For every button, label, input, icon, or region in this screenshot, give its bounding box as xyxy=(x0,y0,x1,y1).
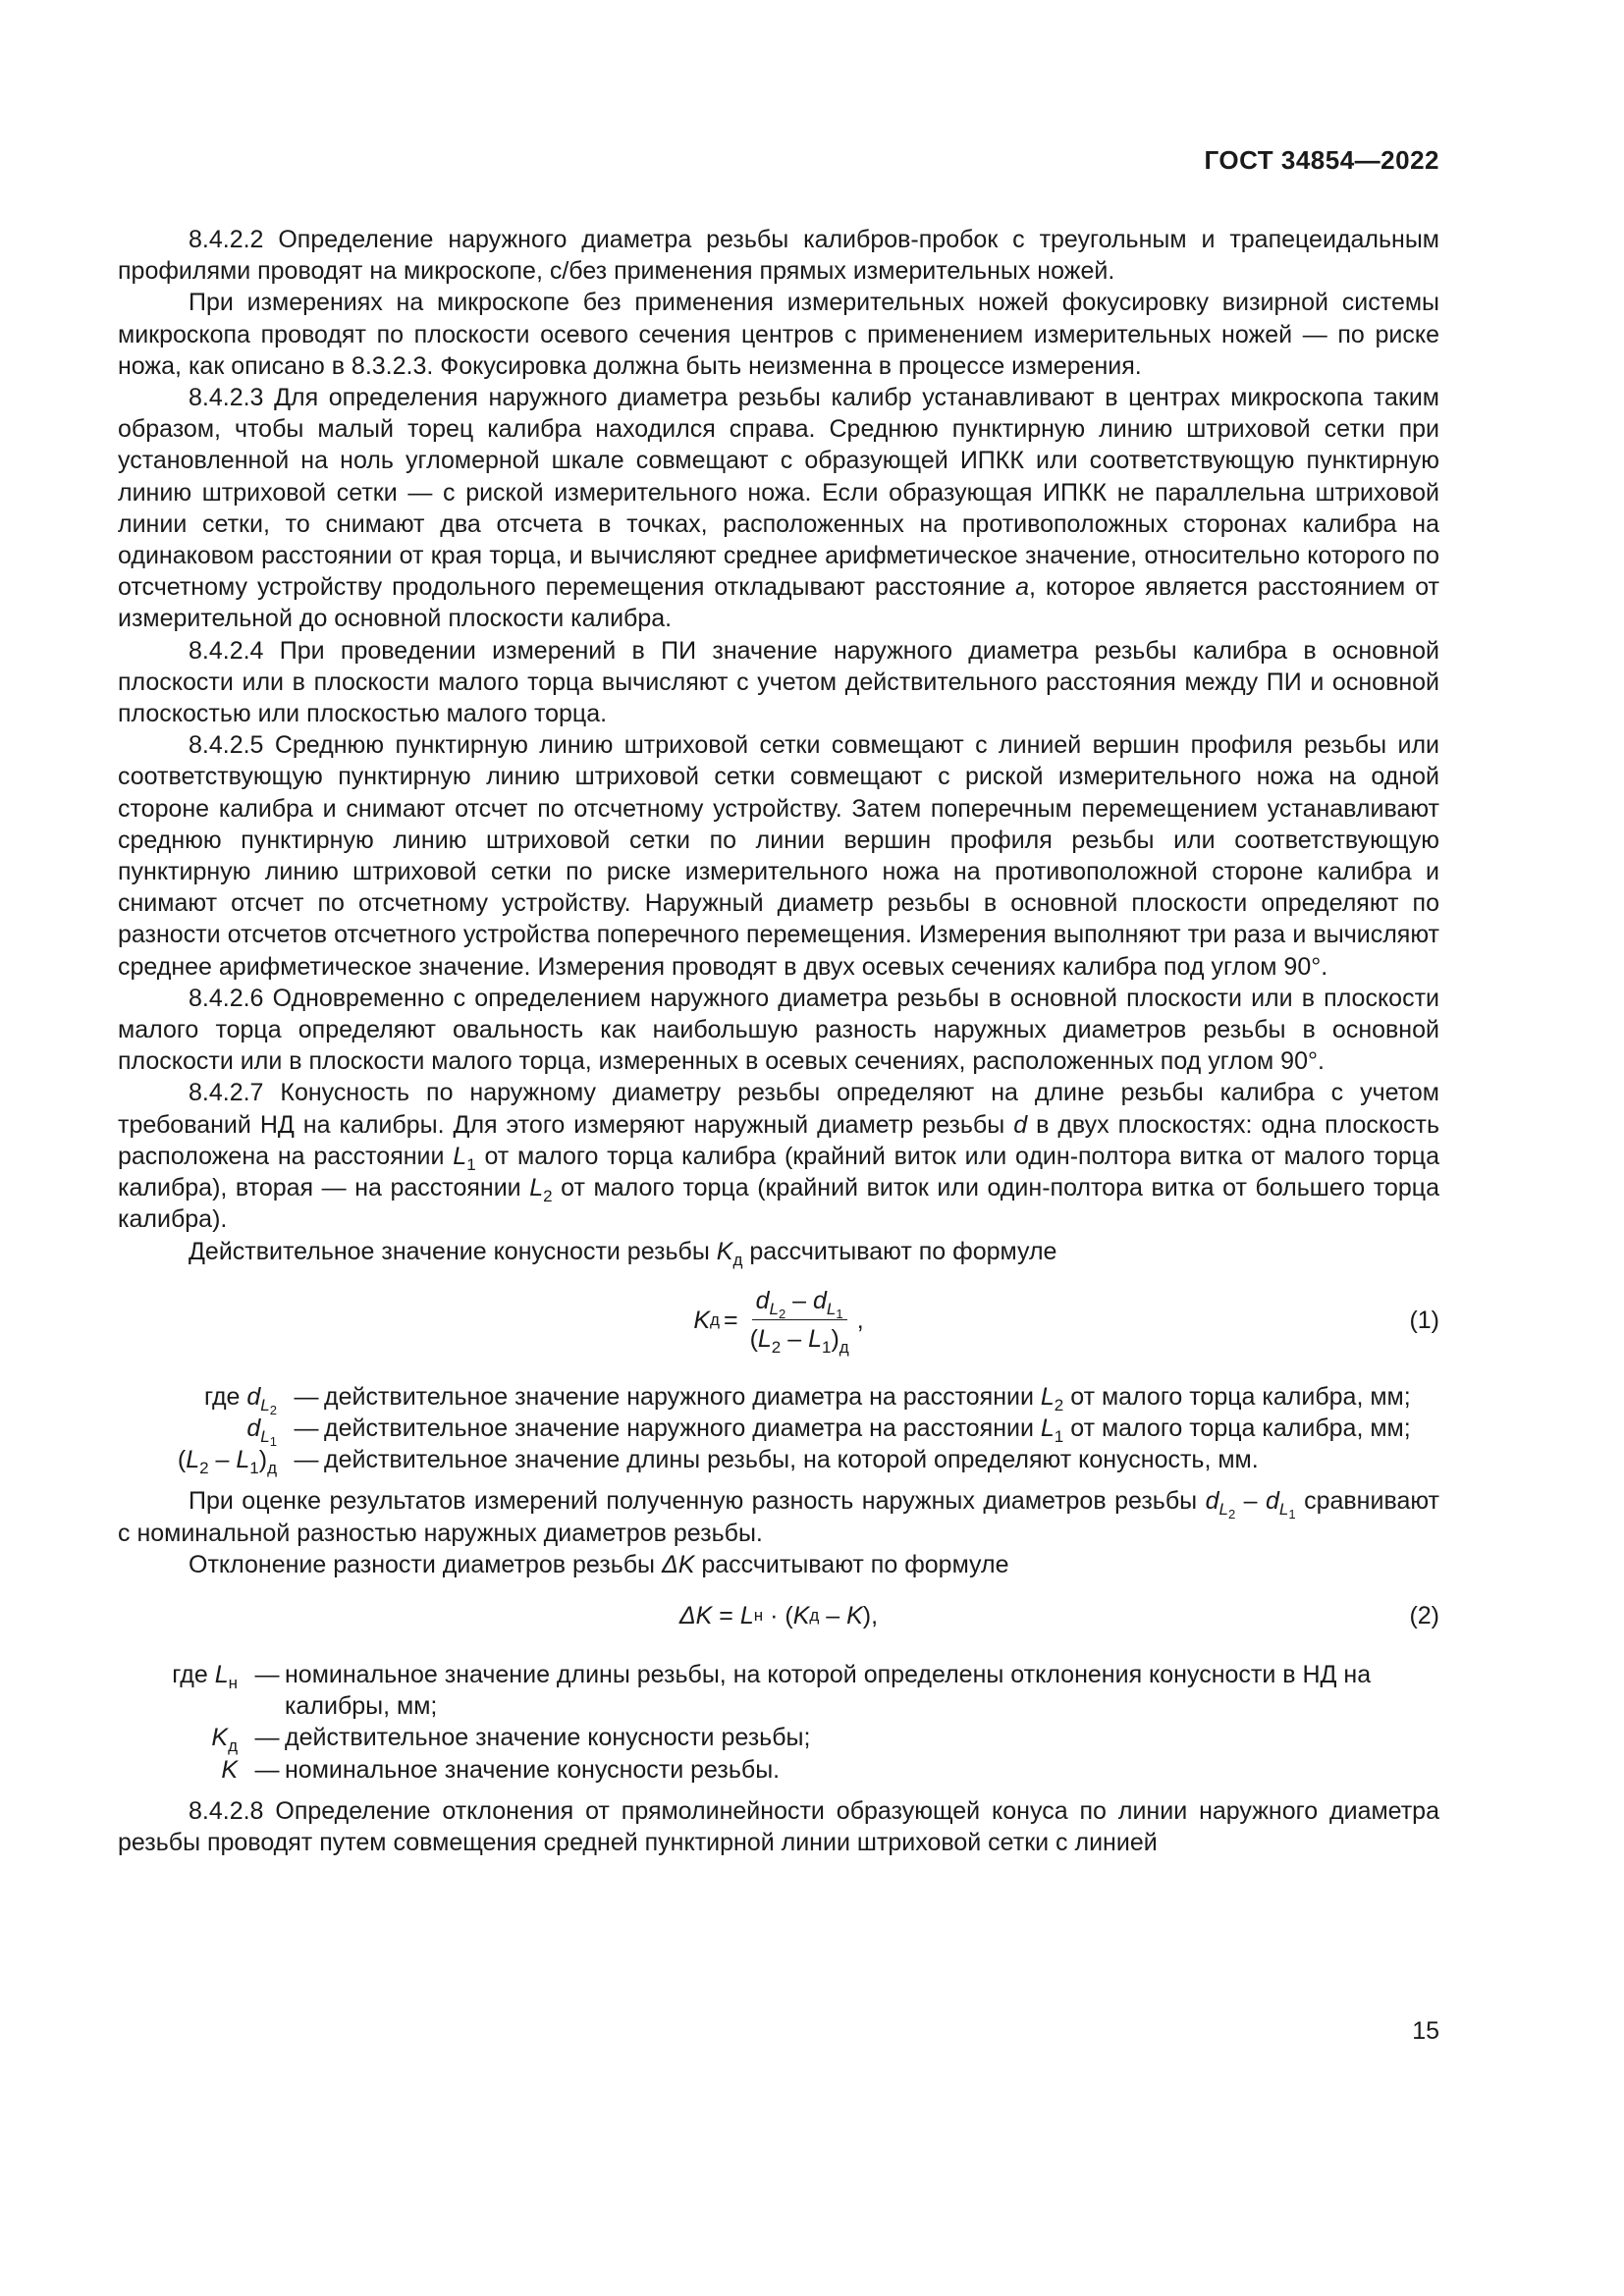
paragraph-focusing: При измерениях на микроскопе без применения измерительных ножей фокусировку визирной системы микроскопа проводят по плоскости осевого сечения центров с применением измерительных ножей — по риске ножа, как описано в 8.3.2.3. Фокусировка должна быть неизменна в процессе измерения. xyxy=(118,289,1439,380)
formula-2 xyxy=(118,1580,1439,1651)
definition-symbol: $d_{L_1}$ xyxy=(246,1414,277,1449)
definition-text: действительное значение наружного диаметра на расстоянии $L_1$ от малого торца калибра, мм; xyxy=(324,1414,1411,1446)
definition-symbol: где $d_{L_2}$ xyxy=(203,1382,277,1417)
paragraph-8-4-2-4: 8.4.2.4 При проведении измерений в ПИ значение наружного диаметра резьбы калибра в основной плоскости или в плоскости малого торца вычисляют с учетом действительного расстояния между ПИ и основной плоскостью или плоскостью малого торца. xyxy=(118,636,1439,728)
definition-text: действительное значение конусности резьбы; xyxy=(285,1724,811,1752)
definition-row: $(L_2 - L_1)_д$ — действительное значение длины резьбы, на которой определяют конусность, мм. xyxy=(118,1444,1439,1475)
document-body xyxy=(118,224,1439,1858)
paragraph-taper-formula-intro: Действительное значение конусности резьбы $K_д$ рассчитывают по формуле xyxy=(189,1237,1057,1269)
paragraph-8-4-2-7: 8.4.2.7 Конусность по наружному диаметру резьбы определяют на длине резьбы калибра с учетом требований НД на калибры. Для этого измеряют наружный диаметр резьбы d в двух плоскостях: одна плоскость расположена на расстоянии $L_1$ от малого торца калибра (крайний виток или один-полтора витка от малого торца калибра), вторая — на расстоянии $L_2$ от малого торца (крайний виток или один-полтора витка от большего торца калибра). xyxy=(118,1079,1439,1234)
paragraph-8-4-2-8: 8.4.2.8 Определение отклонения от прямолинейности образующей конуса по линии наружного диаметра резьбы проводят путем совмещения средней пунктирной линии штриховой сетки с линией xyxy=(118,1796,1439,1856)
definition-symbol: $K_д$ xyxy=(211,1724,238,1756)
paragraph-8-4-2-5: 8.4.2.5 Среднюю пунктирную линию штриховой сетки совмещают с линией вершин профиля резьбы или соответствующую пунктирную линию штриховой сетки совмещают с риской измерительного ножа на одной стороне калибра и снимают отсчет по отсчетному устройству. Затем поперечным перемещением устанавливают среднюю пунктирную линию штриховой сетки по линии вершин профиля резьбы или соответствующую пунктирную линию штриховой сетки по риске измерительного ножа на противоположной стороне калибра и снимают отсчет по отсчетному устройству. Наружный диаметр резьбы в основной плоскости определяют по разности отсчетов отсчетного устройства поперечного перемещения. Измерения выполняют три раза и вычисляют среднее арифметическое значение. Измерения проводят в двух осевых сечениях калибра под углом 90°. xyxy=(118,731,1439,981)
definition-row: K — номинальное значение конусности резьбы. xyxy=(118,1754,1439,1786)
paragraph-8-4-2-2: 8.4.2.2 Определение наружного диаметра резьбы калибров-пробок с треугольным и трапецеидальным профилями проводят на микроскопе, с/без применения прямых измерительных ножей. xyxy=(118,226,1439,286)
formula-1 xyxy=(118,1267,1439,1373)
definition-row: $K_д$ — действительное значение конусности резьбы; xyxy=(118,1722,1439,1753)
definition-row: где $d_{L_2}$ — действительное значение наружного диаметра на расстоянии $L_2$ от малого торца калибра, мм; xyxy=(118,1381,1439,1413)
definition-symbol: где $L_н$ xyxy=(172,1660,238,1692)
formula-2-number: (2) xyxy=(1409,1601,1439,1629)
definition-row: где $L_н$ — номинальное значение длины резьбы, на которой определены отклонения конусности в НД на калибры, мм; xyxy=(118,1659,1439,1722)
definition-row: $d_{L_1}$ — действительное значение наружного диаметра на расстоянии $L_1$ от малого торца калибра, мм; xyxy=(118,1413,1439,1444)
formula-1-numerator: $d_{L_2} - d_{L_1}$ xyxy=(752,1285,847,1320)
formula-2-definitions xyxy=(118,1659,1439,1786)
formula-1-fraction xyxy=(746,1285,853,1358)
definition-text: действительное значение наружного диаметра на расстоянии $L_2$ от малого торца калибра, мм; xyxy=(324,1382,1411,1415)
definition-symbol: K xyxy=(221,1755,238,1784)
page-number: 15 xyxy=(1412,2017,1439,2045)
paragraph-diameter-difference: При оценке результатов измерений полученную разность наружных диаметров резьбы $d_{L_2} - d_{L_1}$ сравнивают с номинальной разностью наружных диаметров резьбы. xyxy=(118,1487,1440,1547)
formula-2-expression: ΔK = L н · ( K д – K ), xyxy=(678,1601,879,1629)
formula-1-denominator: $(L_2 - L_1)_д$ xyxy=(749,1325,849,1358)
definition-text: номинальное значение конусности резьбы. xyxy=(285,1755,781,1784)
definition-text: действительное значение длины резьбы, на которой определяют конусность, мм. xyxy=(324,1446,1259,1474)
formula-1-number: (1) xyxy=(1409,1306,1439,1334)
document-code-header: ГОСТ 34854—2022 xyxy=(1204,145,1439,175)
formula-1-expression: K д = $\frac{d_{L_2} - d_{L_1}}{(L_2 - L_1)_д}$ , xyxy=(693,1287,864,1358)
definition-text: номинальное значение длины резьбы, на которой определены отклонения конусности в НД на калибры, мм; xyxy=(285,1660,1372,1721)
formula-1-definitions xyxy=(118,1381,1439,1476)
definition-symbol: $(L_2 - L_1)_д$ xyxy=(177,1446,277,1478)
paragraph-deviation-formula-intro: Отклонение разности диаметров резьбы ΔK рассчитывают по формуле xyxy=(189,1550,1009,1578)
paragraph-8-4-2-3: 8.4.2.3 Для определения наружного диаметра резьбы калибр устанавливают в центрах микроскопа таким образом, чтобы малый торец калибра находился справа. Среднюю пунктирную линию штриховой сетки при установленной на ноль угломерной шкале совмещают с образующей ИПКК или соответствующую пунктирную линию штриховой сетки — с риской измерительного ножа. Если образующая ИПКК не параллельна штриховой линии сетки, то снимают два отсчета в точках, расположенных на противоположных сторонах калибра на одинаковом расстоянии от края торца, и вычисляют среднее арифметическое значение, относительно которого по отсчетному устройству продольного перемещения откладывают расстояние a, которое является расстоянием от измерительной до основной плоскости калибра. xyxy=(118,384,1439,633)
paragraph-8-4-2-6: 8.4.2.6 Одновременно с определением наружного диаметра резьбы в основной плоскости или в плоскости малого торца определяют овальность как наибольшую разность наружных диаметров резьбы в основной плоскости или в плоскости малого торца, измеренных в осевых сечениях, расположенных под углом 90°. xyxy=(118,984,1439,1076)
